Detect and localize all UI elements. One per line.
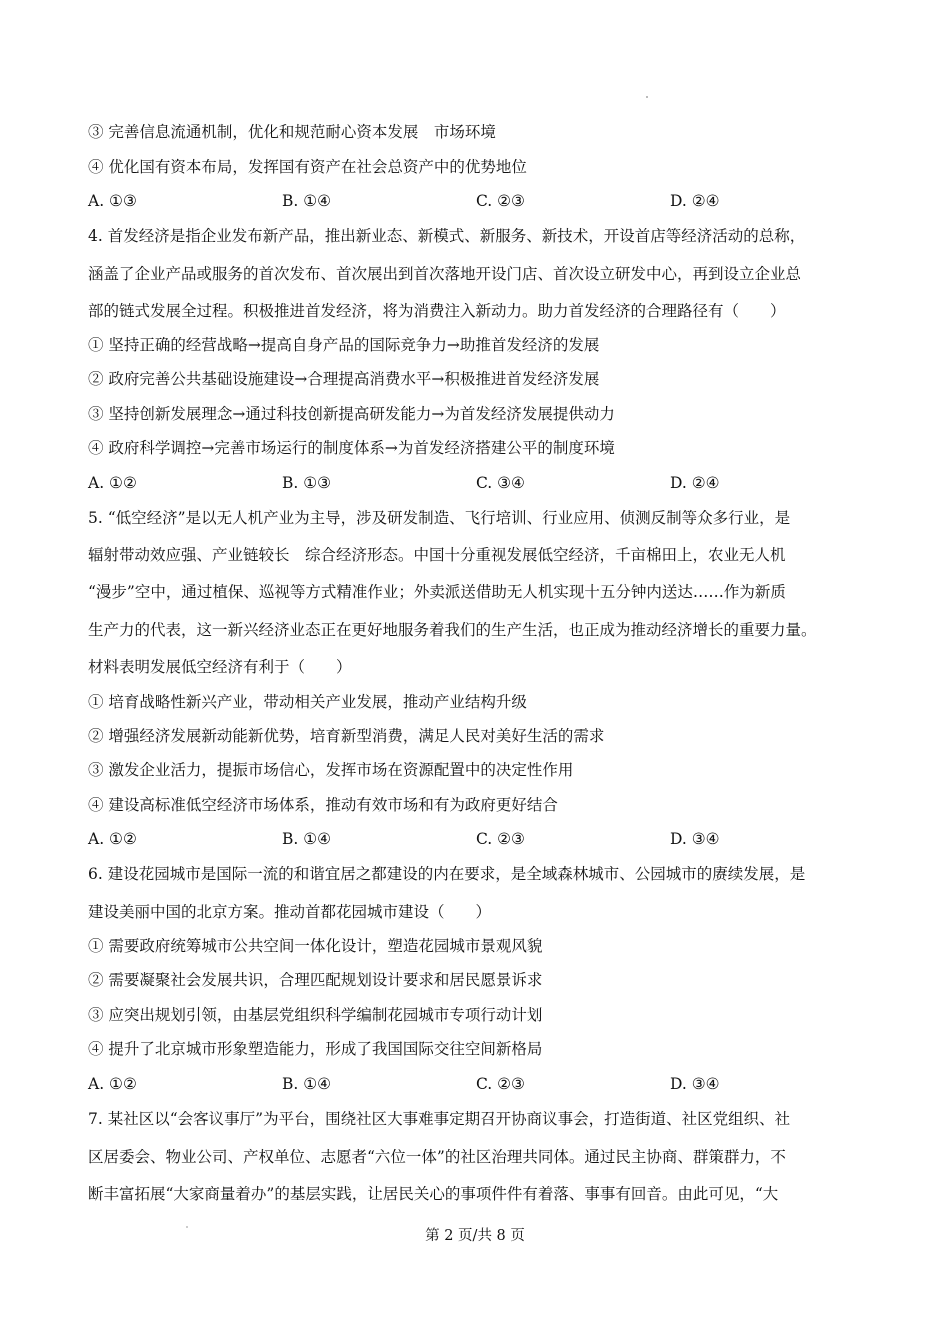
option-b: B. ①③	[282, 474, 332, 492]
q5-stem-line-5: 材料表明发展低空经济有利于（ ）	[88, 658, 352, 676]
q6-item-2: ② 需要凝聚社会发展共识，合理匹配规划设计要求和居民愿景诉求	[88, 971, 543, 989]
q7-stem-line-3: 断丰富拓展“大家商量着办”的基层实践，让居民关心的事项件件有着落、事事有回音。由此可见，“大	[88, 1185, 779, 1203]
q5-item-2: ② 增强经济发展新动能新优势，培育新型消费，满足人民对美好生活的需求	[88, 727, 605, 745]
option-c: C. ③④	[476, 474, 525, 492]
q3-item-3: ③ 完善信息流通机制，优化和规范耐心资本发展 市场环境	[88, 123, 496, 141]
q4-options	[88, 473, 888, 493]
q7-stem-line-1: 7. 某社区以“会客议事厅”为平台，围绕社区大事难事定期召开协商议事会，打造街道、社区党组织、社	[88, 1110, 791, 1128]
q6-item-1: ① 需要政府统筹城市公共空间一体化设计，塑造花园城市景观风貌	[88, 937, 543, 955]
q4-stem-line-3: 部的链式发展全过程。积极推进首发经济，将为消费注入新动力。助力首发经济的合理路径有（ ）	[88, 302, 786, 320]
scan-speck	[646, 96, 648, 98]
option-a: A. ①②	[88, 1075, 137, 1093]
q4-item-1: ① 坚持正确的经营战略→提高自身产品的国际竞争力→助推首发经济的发展	[88, 336, 600, 354]
q4-stem-line-2: 涵盖了企业产品或服务的首次发布、首次展出到首次落地开设门店、首次设立研发中心，再到设立企业总	[88, 265, 802, 283]
q5-options	[88, 829, 888, 849]
q3-options	[88, 191, 888, 211]
option-b: B. ①④	[282, 192, 332, 210]
option-d: D. ②④	[670, 192, 720, 210]
option-a: A. ①②	[88, 830, 137, 848]
option-c: C. ②③	[476, 1075, 525, 1093]
option-b: B. ①④	[282, 1075, 332, 1093]
q4-item-2: ② 政府完善公共基础设施建设→合理提高消费水平→积极推进首发经济发展	[88, 370, 600, 388]
q5-item-1: ① 培育战略性新兴产业，带动相关产业发展，推动产业结构升级	[88, 693, 527, 711]
option-d: D. ③④	[670, 830, 720, 848]
q7-stem-line-2: 区居委会、物业公司、产权单位、志愿者“六位一体”的社区治理共同体。通过民主协商、群策群力，不	[88, 1148, 786, 1166]
q4-item-4: ④ 政府科学调控→完善市场运行的制度体系→为首发经济搭建公平的制度环境	[88, 439, 615, 457]
page-number: 第 2 页/共 8 页	[425, 1228, 525, 1244]
q4-stem-line-1: 4. 首发经济是指企业发布新产品，推出新业态、新模式、新服务、新技术，开设首店等经济活动的总称，	[88, 227, 806, 245]
q6-item-4: ④ 提升了北京城市形象塑造能力，形成了我国国际交往空间新格局	[88, 1040, 543, 1058]
q3-item-4: ④ 优化国有资本布局，发挥国有资产在社会总资产中的优势地位	[88, 158, 527, 176]
q4-item-3: ③ 坚持创新发展理念→通过科技创新提高研发能力→为首发经济发展提供动力	[88, 405, 615, 423]
q6-stem-line-2: 建设美丽中国的北京方案。推动首都花园城市建设（ ）	[88, 903, 492, 921]
q5-stem-line-4: 生产力的代表，这一新兴经济业态正在更好地服务着我们的生产生活，也正成为推动经济增长的重要力量。	[88, 621, 817, 639]
q5-stem-line-1: 5. “低空经济”是以无人机产业为主导，涉及研发制造、飞行培训、行业应用、侦测反制等众多行业，是	[88, 509, 791, 527]
option-a: A. ①②	[88, 474, 137, 492]
option-d: D. ②④	[670, 474, 720, 492]
q5-stem-line-2: 辐射带动效应强、产业链较长 综合经济形态。中国十分重视发展低空经济，千亩棉田上，农业无人机	[88, 546, 786, 564]
q5-item-3: ③ 激发企业活力，提振市场信心，发挥市场在资源配置中的决定性作用	[88, 761, 574, 779]
q6-item-3: ③ 应突出规划引领，由基层党组织科学编制花园城市专项行动计划	[88, 1006, 543, 1024]
q5-stem-line-3: “漫步”空中，通过植保、巡视等方式精准作业；外卖派送借助无人机实现十五分钟内送达……作为新质	[88, 583, 786, 601]
q6-stem-line-1: 6. 建设花园城市是国际一流的和谐宜居之都建设的内在要求，是全域森林城市、公园城市的赓续发展，是	[88, 865, 806, 883]
q5-item-4: ④ 建设高标准低空经济市场体系，推动有效市场和有为政府更好结合	[88, 796, 558, 814]
option-c: C. ②③	[476, 830, 525, 848]
q6-options	[88, 1074, 888, 1094]
option-d: D. ③④	[670, 1075, 720, 1093]
option-c: C. ②③	[476, 192, 525, 210]
option-b: B. ①④	[282, 830, 332, 848]
option-a: A. ①③	[88, 192, 137, 210]
